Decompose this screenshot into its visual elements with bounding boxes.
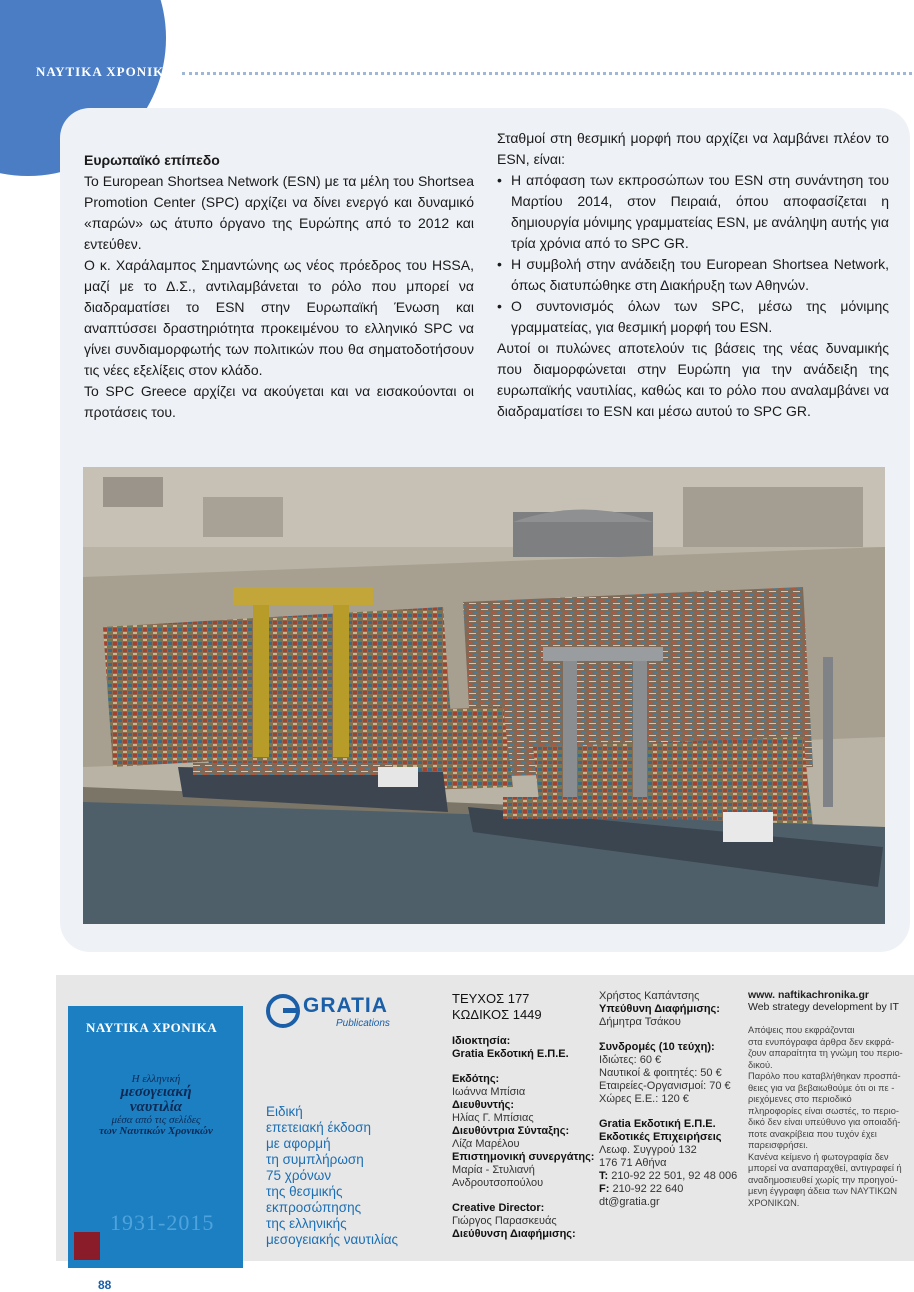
cover-title: ΝΑΥΤΙΚΑ ΧΡΟΝΙΚΑ: [86, 1020, 218, 1035]
address: 176 71 Αθήνα: [599, 1157, 667, 1169]
promo-text: [266, 1104, 434, 1248]
value: Ηλίας Γ. Μπίσιας: [452, 1112, 534, 1124]
value: Μαρία - Στυλιανή: [452, 1164, 535, 1176]
subscription-item: Εταιρείες-Οργανισμοί: 70 €: [599, 1080, 731, 1092]
promo-line: επετειακή έκδοση: [266, 1120, 371, 1135]
label: Επιστημονική συνεργάτης:: [452, 1151, 595, 1163]
cover-line: των Ναυτικών Χρονικών: [99, 1125, 213, 1137]
port-photo: [83, 467, 885, 924]
disclaimer-column: [748, 989, 903, 1209]
cover-subtitle: [78, 1074, 234, 1137]
value: Ανδρουτσοπούλου: [452, 1177, 544, 1189]
subscription-item: Χώρες Ε.Ε.: 120 €: [599, 1093, 689, 1105]
disclaimer-line: μπορεί να αναπαραχθεί, αντιγραφεί ή: [748, 1163, 902, 1173]
value: Δήμητρα Τσάκου: [599, 1016, 681, 1028]
label: Ιδιοκτησία:: [452, 1035, 511, 1047]
paragraph: Το SPC Greece αρχίζει να ακούγεται και να εισακούονται οι προτάσεις του.: [84, 383, 474, 420]
article-right-column: [497, 128, 889, 422]
running-header: ΝΑΥΤΙΚΑ ΧΡΟΝΙΚΑ: [36, 64, 175, 79]
value: Ιωάννα Μπίσια: [452, 1086, 526, 1098]
disclaimer-line: Κανένα κείμενο ή φωτογραφία δεν: [748, 1151, 889, 1162]
disclaimer-line: παρεισφρήσει.: [748, 1140, 808, 1150]
paragraph: Το European Shortsea Network (ESN) με τα μέλη του Shortsea Promotion Center (SPC) αρχίζει να δίνει ενεργό και δυναμικό «παρών» ως άτυπο όργανο της Ευρώπης από το 2012 και εντεύθεν.: [84, 173, 474, 252]
disclaimer-line: ριεχόμενες στο περιοδικό: [748, 1094, 852, 1104]
address: Λεωφ. Συγγρού 132: [599, 1144, 697, 1156]
issue-code: ΚΩΔΙΚΟΣ 1449: [452, 1007, 542, 1022]
logo-subtitle: Publications: [336, 1018, 390, 1029]
disclaimer-line: Απόψεις που εκφράζονται: [748, 1025, 855, 1035]
promo-line: της ελληνικής: [266, 1216, 347, 1231]
cover-years: 1931-2015: [110, 1210, 215, 1235]
gratia-logo-icon: [266, 994, 300, 1028]
label: Διεύθυνση Διαφήμισης:: [452, 1228, 576, 1240]
cover-line: ναυτιλία: [129, 1099, 183, 1115]
bullet-list: [497, 170, 889, 338]
book-cover: [68, 1006, 243, 1268]
section-heading: Ευρωπαϊκό επίπεδο: [84, 152, 220, 168]
company-name: Gratia Εκδοτική Ε.Π.Ε.: [599, 1118, 716, 1130]
promo-line: 75 χρόνων: [266, 1168, 332, 1183]
label: Υπεύθυνη Διαφήμισης:: [599, 1003, 720, 1015]
dotted-rule: [182, 72, 912, 75]
label: Creative Director:: [452, 1202, 545, 1214]
disclaimer-line: στα ενυπόγραφα άρθρα δεν εκφρά-: [748, 1036, 895, 1047]
disclaimer-line: Παρόλο που καταβλήθηκαν προσπά-: [748, 1071, 901, 1081]
paragraph: Ο κ. Χαράλαμπος Σημαντώνης ως νέος πρόεδρος του HSSA, μαζί με το Δ.Σ., αντιλαμβάνεται το ρόλο που μπορεί να διαδραματίσει το ESN στην Ευρωπαϊκή Ένωση και αναπτύσσει δραστηριότητα προκειμένου το ελληνικό SPC να γίνει συνδιαμορφωτής των πολιτικών που θα σηματοδοτήσουν τις νέες εξελίξεις στον κλάδο.: [84, 257, 474, 378]
subscription-item: Ιδιώτες: 60 €: [599, 1054, 662, 1066]
cover-line: Η ελληνική: [131, 1073, 181, 1085]
value: Λίζα Μαρέλου: [452, 1138, 520, 1150]
disclaimer-line: αναδημοσιευθεί χωρίς την προηγού-: [748, 1174, 898, 1185]
promo-line: μεσογειακής ναυτιλίας: [266, 1232, 399, 1247]
disclaimer-line: μενη έγγραφη άδεια των ΝΑΥΤΙΚΩΝ: [748, 1186, 898, 1196]
disclaimer-line: ΧΡΟΝΙΚΩΝ.: [748, 1197, 800, 1208]
promo-line: Ειδική: [266, 1104, 303, 1119]
list-item: • Η απόφαση των εκπροσώπων του ESN στη συνάντηση του Μαρτίου 2014, στον Πειραιά, όπου αποφασίζεται η δημιουργία μόνιμης γραμματείας ESN, με ανάληψη αυτής για τρία χρόνια από το SPC GR.: [497, 170, 889, 254]
website-link[interactable]: www. naftikachronika.gr: [748, 989, 869, 1001]
value: 210-92 22 501, 92 48 006: [608, 1170, 738, 1182]
cover-emblem: [74, 1232, 100, 1260]
cover-line: μέσα από τις σελίδες: [111, 1114, 201, 1126]
disclaimer-line: θειες για να βεβαιωθούμε ότι οι πε -: [748, 1082, 895, 1093]
value: 210-92 22 640: [609, 1183, 684, 1195]
phone: [599, 1170, 741, 1183]
label: Διευθυντής:: [452, 1099, 515, 1111]
gratia-logo: [266, 994, 416, 1034]
disclaimer-line: πληροφορίες είναι σωστές, το περιο-: [748, 1105, 900, 1116]
company-name: Εκδοτικές Επιχειρήσεις: [599, 1131, 722, 1143]
contact-column: [599, 990, 741, 1209]
article-left-column: [84, 150, 474, 423]
label: Συνδρομές (10 τεύχη):: [599, 1041, 715, 1053]
disclaimer-line: δικό δεν είναι υπεύθυνο για οποιαδή-: [748, 1117, 901, 1127]
promo-line: τη συμπλήρωση: [266, 1152, 364, 1167]
disclaimer-line: δικού.: [748, 1059, 773, 1070]
cover-line: μεσογειακή: [120, 1084, 192, 1100]
subscription-item: Ναυτικοί & φοιτητές: 50 €: [599, 1067, 722, 1079]
fax: [599, 1183, 741, 1196]
masthead-column: [452, 991, 595, 1241]
value: Γιώργος Παρασκευάς: [452, 1215, 557, 1227]
email-link[interactable]: dt@gratia.gr: [599, 1196, 660, 1208]
value: Gratia Εκδοτική Ε.Π.Ε.: [452, 1048, 569, 1060]
promo-line: εκπροσώπησης: [266, 1200, 362, 1215]
disclaimer-line: ποτε ανακρίβεια που τυχόν έχει: [748, 1128, 877, 1139]
value: Χρήστος Καπάντσης: [599, 990, 700, 1002]
label: Εκδότης:: [452, 1073, 500, 1085]
issue-number: ΤΕΥΧΟΣ 177: [452, 991, 530, 1006]
list-item: • Ο συντονισμός όλων των SPC, μέσω της μόνιμης γραμματείας, για θεσμική μορφή του ESN.: [497, 296, 889, 338]
promo-line: με αφορμή: [266, 1136, 331, 1151]
promo-line: της θεσμικής: [266, 1184, 343, 1199]
disclaimer-line: ζουν απαραίτητα τη γνώμη του περιο-: [748, 1048, 903, 1058]
web-credit: Web strategy development by IT: [748, 1000, 899, 1013]
label: Τ:: [599, 1170, 609, 1182]
paragraph: Αυτοί οι πυλώνες αποτελούν τις βάσεις της νέας δυναμικής που διαμορφώνεται στην Ευρώπη για την ανάδειξη της ευρωπαϊκής ναυτιλίας, καθώς και το ρόλο που αναλαμβάνει να διαδραματίσει το ESN και μέσω αυτού το SPC GR.: [497, 340, 889, 419]
list-item: • Η συμβολή στην ανάδειξη του European Shortsea Network, όπως διατυπώθηκε στη Διακήρυξη των Αθηνών.: [497, 254, 889, 296]
paragraph: Σταθμοί στη θεσμική μορφή που αρχίζει να λαμβάνει πλέον το ESN, είναι:: [497, 130, 889, 167]
label: F:: [599, 1183, 610, 1195]
page-number: 88: [98, 1278, 112, 1292]
logo-name: GRATIA: [303, 994, 388, 1017]
label: Διευθύντρια Σύνταξης:: [452, 1125, 570, 1137]
